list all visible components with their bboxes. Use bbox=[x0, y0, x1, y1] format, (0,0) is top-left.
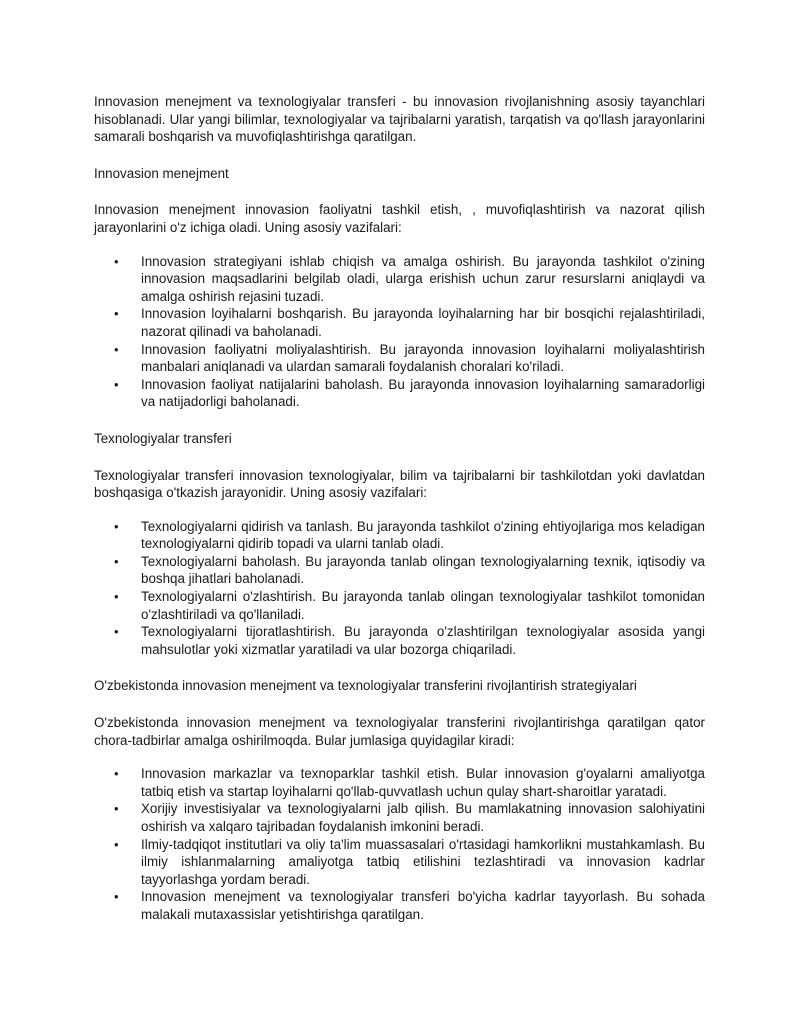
list-item bbox=[94, 518, 705, 553]
list-item bbox=[94, 765, 705, 800]
list-item bbox=[94, 836, 705, 889]
list-item bbox=[94, 623, 705, 658]
list-item bbox=[94, 888, 705, 923]
intro-paragraph: Innovasion menejment va texnologiyalar transferi - bu innovasion rivojlanishning asosiy tayanchlari hisoblanadi. Ular yangi bilimlar, texnologiyalar va tajribalarni yaratish, tarqatish va qo'llash jarayonlarini samarali boshqarish va muvofiqlashtirishga qaratilgan. bbox=[94, 94, 705, 145]
bullet-icon: • bbox=[114, 341, 119, 357]
list-item-text: Texnologiyalarni o'zlashtirish. Bu jarayonda tanlab olingan texnologiyalar tashkilot tomonidan o'zlashtiriladi va qo'llaniladi. bbox=[141, 589, 705, 622]
bullet-icon: • bbox=[114, 836, 119, 852]
list-item-text: Innovasion loyihalarni boshqarish. Bu jarayonda loyihalarning har bir bosqichi rejalashtiriladi, nazorat qilinadi va baholanadi. bbox=[141, 306, 705, 339]
list-item-text: Innovasion menejment va texnologiyalar transferi bo'yicha kadrlar tayyorlash. Bu sohada malakali mutaxassislar yetishtirishga qaratilgan. bbox=[141, 889, 705, 922]
section-paragraph: Innovasion menejment innovasion faoliyatni tashkil etish, , muvofiqlashtirish va nazorat qilish jarayonlarini o'z ichiga oladi. Uning asosiy vazifalari: bbox=[94, 202, 705, 235]
document-body bbox=[94, 93, 705, 924]
list-item-text: Innovasion markazlar va texnoparklar tashkil etish. Bular innovasion g'oyalarni amaliyotga tatbiq etish va startap loyihalarni qo'llab-quvvatlash uchun qulay shart-sharoitlar yaratadi. bbox=[141, 766, 705, 799]
list-item bbox=[94, 341, 705, 376]
section-heading-uzbekistan-strategies: O'zbekistonda innovasion menejment va texnologiyalar transferini rivojlantirish strategiyalari bbox=[94, 678, 637, 694]
list-item-text: Innovasion strategiyani ishlab chiqish va amalga oshirish. Bu jarayonda tashkilot o'zining innovasion maqsadlarini belgilab oladi, ularga erishish uchun zarur resurslarni aniqlaydi va amalga oshirish rejasini tuzadi. bbox=[141, 253, 705, 304]
bullet-icon: • bbox=[114, 766, 119, 782]
bullet-icon: • bbox=[114, 801, 119, 817]
list-item-text: Innovasion faoliyat natijalarini baholash. Bu jarayonda innovasion loyihalarning samaradorligi va natijadorligi baholanadi. bbox=[141, 376, 705, 410]
bullet-icon: • bbox=[114, 589, 119, 605]
bullet-icon: • bbox=[114, 553, 119, 569]
list-item bbox=[94, 588, 705, 623]
section-paragraph: O'zbekistonda innovasion menejment va texnologiyalar transferini rivojlantirishga qaratilgan qator chora-tadbirlar amalga oshirilmoqda. Bular jumlasiga quyidagilar kiradi: bbox=[94, 715, 705, 748]
list-item bbox=[94, 305, 705, 340]
list-item-text: Texnologiyalarni baholash. Bu jarayonda tanlab olingan texnologiyalarning texnik, iqtisodiy va boshqa jihatlari baholanadi. bbox=[141, 553, 705, 587]
list-item bbox=[94, 553, 705, 588]
bullet-icon: • bbox=[114, 253, 119, 269]
list-item-text: Xorijiy investisiyalar va texnologiyalarni jalb qilish. Bu mamlakatning innovasion salohiyatini oshirish va xalqaro tajribadan foydalanish imkonini beradi. bbox=[141, 801, 705, 834]
section-heading-innovation-management: Innovasion menejment bbox=[94, 165, 229, 181]
bullet-list bbox=[94, 518, 705, 659]
list-item-text: Texnologiyalarni qidirish va tanlash. Bu jarayonda tashkilot o'zining ehtiyojlariga mos keladigan texnologiyalarni qidirib topadi va ularni tanlab oladi. bbox=[141, 518, 705, 552]
section-paragraph: Texnologiyalar transferi innovasion texnologiyalar, bilim va tajribalarni bir tashkilotdan yoki davlatdan boshqasiga o'tkazish jarayonidir. Uning asosiy vazifalari: bbox=[94, 467, 705, 501]
list-item-text: Innovasion faoliyatni moliyalashtirish. Bu jarayonda innovasion loyihalarni moliyalashtirish manbalari aniqlanadi va ulardan samarali foydalanish choralari ko'riladi. bbox=[141, 341, 705, 375]
section-heading-technology-transfer: Texnologiyalar transferi bbox=[94, 430, 232, 446]
list-item bbox=[94, 253, 705, 306]
bullet-list bbox=[94, 765, 705, 923]
bullet-icon: • bbox=[114, 518, 119, 534]
list-item bbox=[94, 376, 705, 411]
bullet-list bbox=[94, 253, 705, 411]
list-item-text: Texnologiyalarni tijoratlashtirish. Bu jarayonda o'zlashtirilgan texnologiyalar asosida yangi mahsulotlar yoki xizmatlar yaratiladi va ular bozorga chiqariladi. bbox=[141, 624, 705, 657]
bullet-icon: • bbox=[114, 889, 119, 905]
list-item bbox=[94, 800, 705, 835]
list-item-text: Ilmiy-tadqiqot institutlari va oliy ta'lim muassasalari o'rtasidagi hamkorlikni mustahkamlash. Bu ilmiy ishlanmalarning amaliyotga tatbiq etilishini tezlashtiradi va innovasion kadrlar tayyorlashga yordam beradi. bbox=[141, 836, 705, 887]
bullet-icon: • bbox=[114, 306, 119, 322]
bullet-icon: • bbox=[114, 376, 119, 392]
bullet-icon: • bbox=[114, 624, 119, 640]
